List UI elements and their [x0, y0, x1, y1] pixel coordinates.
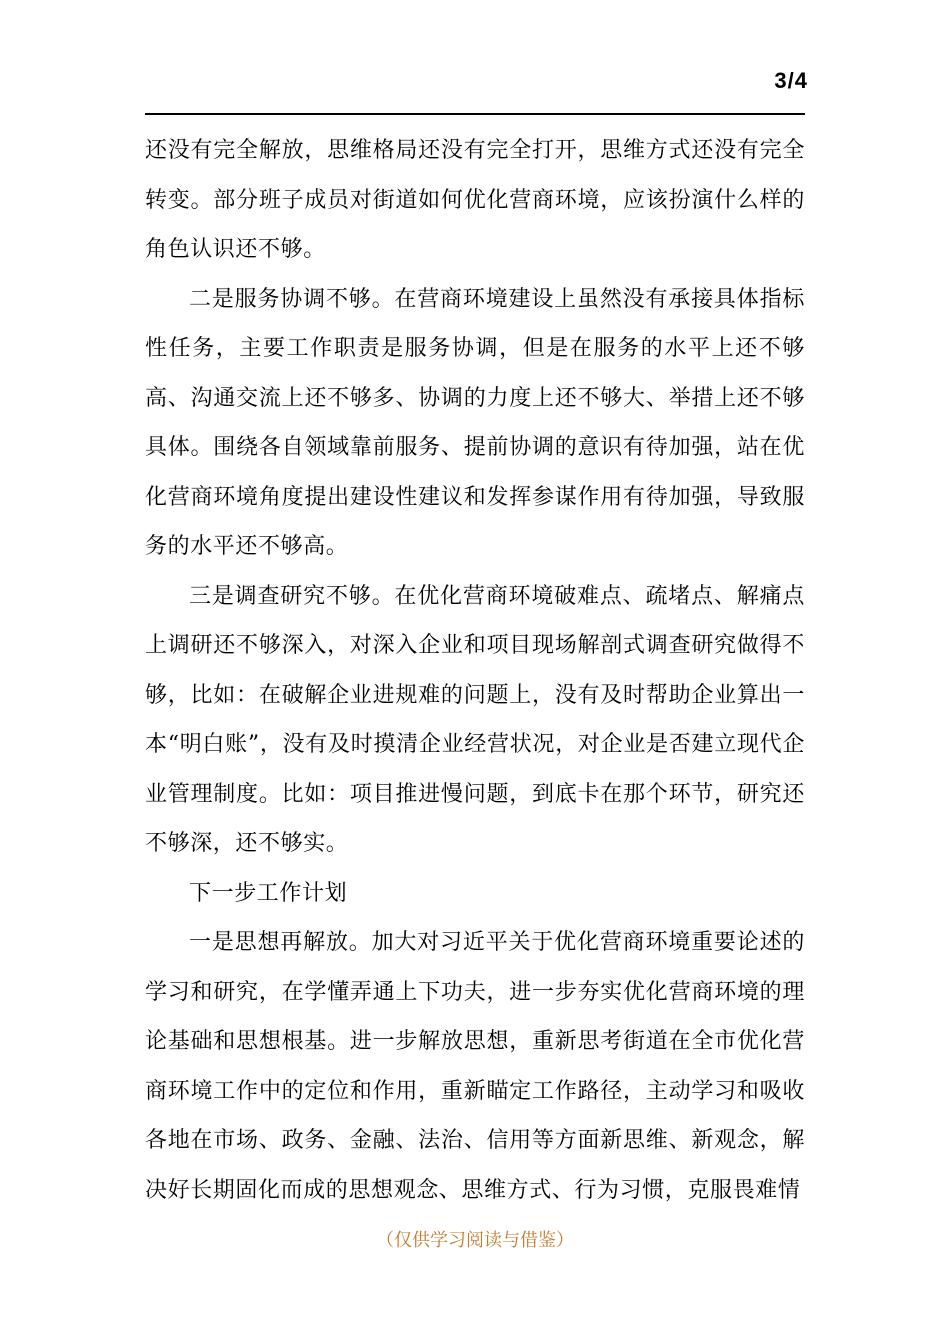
paragraph-service-coordination: 二是服务协调不够。在营商环境建设上虽然没有承接具体指标性任务，主要工作职责是服务协调，但是在服务的水平上还不够高、沟通交流上还不够多、协调的力度上还不够大、举措上还不够具体。围绕各自领域靠前服务、提前协调的意识有待加强，站在优化营商环境角度提出建设性建议和发挥参谋作用有待加强，导致服务的水平还不够高。	[145, 286, 805, 559]
section-heading-next-steps: 下一步工作计划	[189, 880, 348, 906]
footer-note: （仅供学习阅读与借鉴）	[376, 1230, 574, 1251]
page-number: 3/4	[774, 68, 808, 93]
header-divider	[145, 113, 805, 115]
paragraph-thought-liberation: 一是思想再解放。加大对习近平关于优化营商环境重要论述的学习和研究，在学懂弄通上下功夫，进一步夯实优化营商环境的理论基础和思想根基。进一步解放思想，重新思考街道在全市优化营商环境工作中的定位和作用，重新瞄定工作路径，主动学习和吸收各地在市场、政务、金融、法治、信用等方面新思维、新观念，解决好长期固化而成的思想观念、思维方式、行为习惯，克服畏难情	[145, 930, 805, 1203]
document-body	[145, 126, 805, 1215]
paragraph-continuation: 还没有完全解放，思维格局还没有完全打开，思维方式还没有完全转变。部分班子成员对街道如何优化营商环境，应该扮演什么样的角色认识还不够。	[145, 138, 805, 262]
paragraph-investigation-research: 三是调查研究不够。在优化营商环境破难点、疏堵点、解痛点上调研还不够深入，对深入企业和项目现场解剖式调查研究做得不够，比如：在破解企业进规难的问题上，没有及时帮助企业算出一本“明白账”，没有及时摸清企业经营状况，对企业是否建立现代企业管理制度。比如：项目推进慢问题，到底卡在那个环节，研究还不够深，还不够实。	[145, 583, 805, 856]
